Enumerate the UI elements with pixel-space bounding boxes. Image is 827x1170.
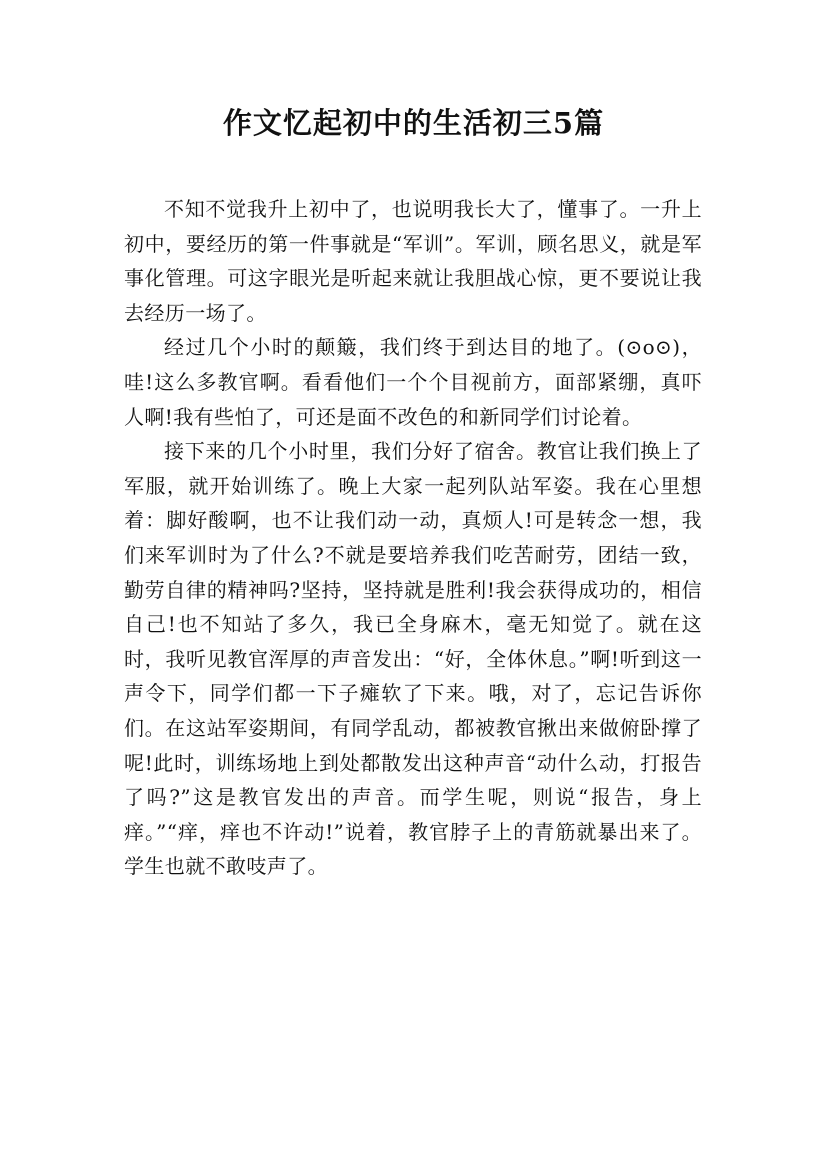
document-body xyxy=(124,192,702,884)
paragraph-2: 经过几个小时的颠簸，我们终于到达目的地了。(⊙o⊙)，哇!这么多教官啊。看看他们一个个目视前方，面部紧绷，真吓人啊!我有些怕了，可还是面不改色的和新同学们讨论着。 xyxy=(124,335,702,429)
paragraph-3: 接下来的几个小时里，我们分好了宿舍。教官让我们换上了军服，就开始训练了。晚上大家一起列队站军姿。我在心里想着：脚好酸啊，也不让我们动一动，真烦人!可是转念一想，我们来军训时为了什么?不就是要培养我们吃苦耐劳，团结一致，勤劳自律的精神吗?坚持，坚持就是胜利!我会获得成功的，相信自己!也不知站了多久，我已全身麻木，毫无知觉了。就在这时，我听见教官浑厚的声音发出：“好，全体休息。”啊!听到这一声令下，同学们都一下子瘫软了下来。哦，对了，忘记告诉你们。在这站军姿期间，有同学乱动，都被教官揪出来做俯卧撑了呢!此时，训练场地上到处都散发出这种声音“动什么动，打报告了吗?”这是教官发出的声音。而学生呢，则说“报告，身上痒。”“痒，痒也不许动!”说着，教官脖子上的青筋就暴出来了。学生也就不敢吱声了。 xyxy=(124,439,702,879)
paragraph-1: 不知不觉我升上初中了，也说明我长大了，懂事了。一升上初中，要经历的第一件事就是“军训”。军训，顾名思义，就是军事化管理。可这字眼光是听起来就让我胆战心惊，更不要说让我去经历一场了。 xyxy=(124,197,702,325)
document-title: 作文忆起初中的生活初三5篇 xyxy=(222,106,605,140)
